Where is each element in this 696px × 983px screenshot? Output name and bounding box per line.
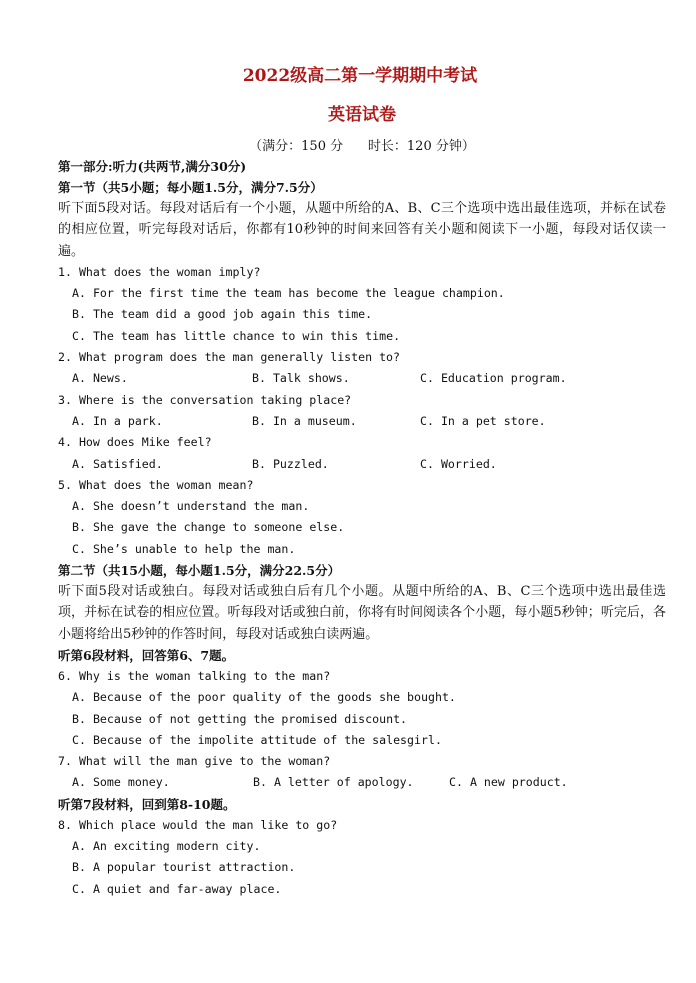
q8-option-a: A. An exciting modern city. [72, 839, 261, 854]
q5-option-b: B. She gave the change to someone else. [72, 520, 345, 535]
question-8: 8. Which place would the man like to go? [58, 817, 338, 832]
q3-option-c: C. In a pet store. [420, 413, 546, 428]
q8-option-c: C. A quiet and far-away place. [72, 881, 282, 896]
q1-option-c: C. The team has little chance to win this time. [72, 328, 401, 343]
question-6: 6. Why is the woman talking to the man? [58, 668, 331, 683]
q4-option-b: B. Puzzled. [252, 456, 329, 471]
q2-option-c: C. Education program. [420, 371, 567, 386]
question-2: 2. What program does the man generally listen to? [58, 350, 401, 365]
q6-option-a: A. Because of the poor quality of the goods she bought. [72, 690, 456, 705]
q3-option-a: A. In a park. [72, 413, 163, 428]
q1-option-b: B. The team did a good job again this time. [72, 307, 373, 322]
material6-heading: 听第6段材料，回答第6、7题。 [58, 647, 235, 663]
q1-option-a: A. For the first time the team has become the league champion. [72, 286, 505, 301]
q4-option-c: C. Worried. [420, 456, 497, 471]
q4-option-a: A. Satisfied. [72, 456, 163, 471]
q7-option-a: A. Some money. [72, 775, 170, 790]
q8-option-b: B. A popular tourist attraction. [72, 860, 296, 875]
q7-option-b: B. A letter of apology. [253, 775, 414, 790]
q7-options [58, 772, 666, 793]
question-4: 4. How does Mike feel? [58, 435, 212, 450]
section2-heading: 第二节（共15小题，每小题1.5分，满分22.5分） [58, 563, 341, 579]
q2-option-a: A. News. [72, 371, 128, 386]
question-5: 5. What does the woman mean? [58, 477, 254, 492]
exam-title: 2022级高二第一学期期中考试 [242, 66, 478, 86]
q6-option-c: C. Because of the impolite attitude of the salesgirl. [72, 732, 442, 747]
part1-heading: 第一部分:听力(共两节,满分30分) [58, 159, 247, 174]
q5-option-a: A. She doesn’t understand the man. [72, 499, 310, 514]
q3-option-b: B. In a museum. [252, 413, 357, 428]
question-7: 7. What will the man give to the woman? [58, 754, 331, 769]
question-3: 3. Where is the conversation taking place? [58, 392, 352, 407]
q6-option-b: B. Because of not getting the promised discount. [72, 711, 408, 726]
q2-option-b: B. Talk shows. [252, 371, 350, 386]
q3-options [58, 411, 666, 432]
section1-heading: 第一节（共5小题；每小题1.5分，满分7.5分） [58, 180, 323, 195]
section2-instructions: 听下面5段对话或独白。每段对话或独白后有几个小题。从题中所给的A、B、C三个选项中选出最佳选项，并标在试卷的相应位置。听每段对话或独白前，你将有时间阅读各个小题，每小题5秒钟；听完后，各小题将给出5秒钟的作答时间，每段对话或独白读两遍。 [58, 584, 666, 642]
q2-options [58, 368, 666, 389]
section1-instructions: 听下面5段对话。每段对话后有一个小题，从题中所给的A、B、C三个选项中选出最佳选项，并标在试卷的相应位置，听完每段对话后，你都有10秒钟的时间来回答有关小题和阅读下一小题，每段对话仅读一遍。 [58, 201, 666, 259]
material7-heading: 听第7段材料，回到第8-10题。 [58, 796, 236, 812]
question-1: 1. What does the woman imply? [58, 264, 261, 279]
q4-options [58, 454, 666, 475]
q5-option-c: C. She’s unable to help the man. [72, 541, 296, 556]
q7-option-c: C. A new product. [449, 775, 568, 790]
exam-subtitle: 英语试卷 [328, 105, 396, 125]
exam-meta: （满分：150 分 时长：120 分钟） [249, 139, 475, 154]
